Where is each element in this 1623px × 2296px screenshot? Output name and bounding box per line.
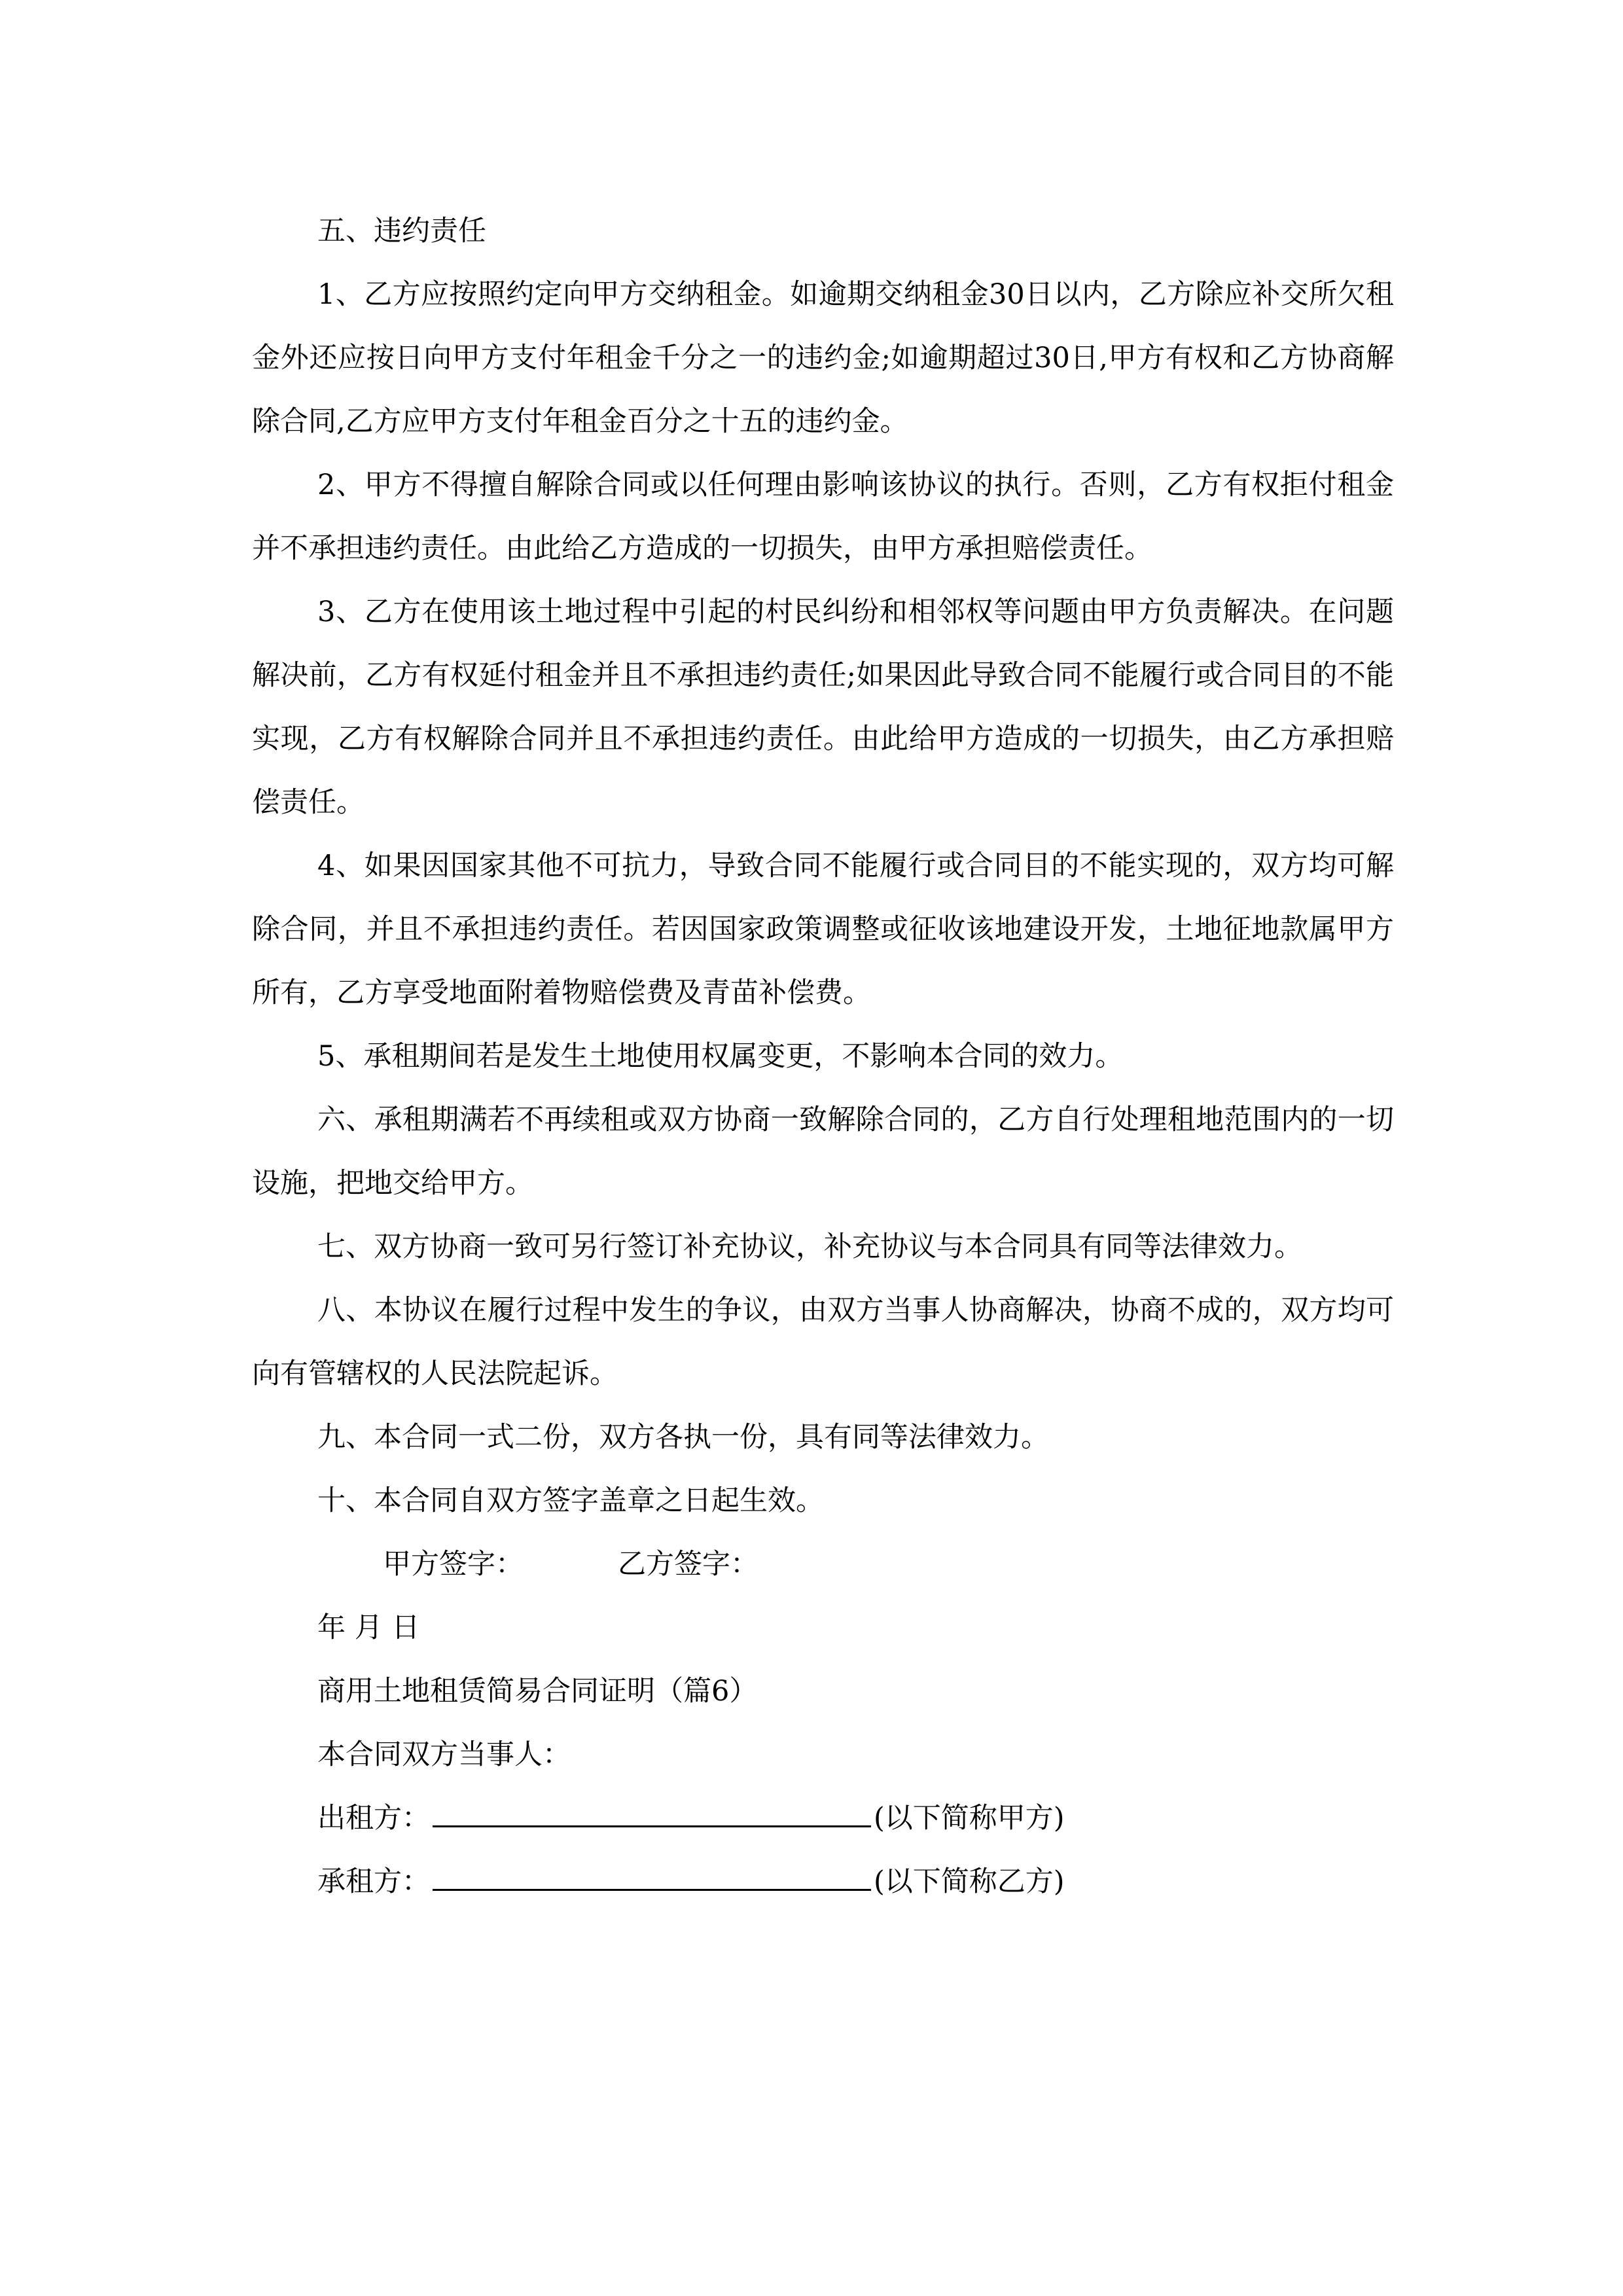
clause-paragraph: 七、双方协商一致可另行签订补充协议，补充协议与本合同具有同等法律效力。 — [317, 1230, 1302, 1263]
lessor-label: 出租方： — [317, 1802, 430, 1835]
party-a-signature-label: 甲方签字： — [383, 1548, 524, 1581]
clause-paragraph: 2、甲方不得擅自解除合同或以任何理由影响该协议的执行。否则，乙方有权拒付租金并不承担违约责任。由此给乙方造成的一切损失，由甲方承担赔偿责任。 — [252, 469, 1394, 565]
signature-line — [252, 1533, 1394, 1596]
clause-paragraph: 3、乙方在使用该土地过程中引起的村民纠纷和相邻权等问题由甲方负责解决。在问题解决前，乙方有权延付租金并且不承担违约责任;如果因此导致合同不能履行或合同目的不能实现，乙方有权解除合同并且不承担违约责任。由此给甲方造成的一切损失，由乙方承担赔偿责任。 — [252, 596, 1394, 819]
lessor-suffix: (以下简称甲方) — [874, 1802, 1065, 1835]
clause-paragraph: 九、本合同一式二份，双方各执一份，具有同等法律效力。 — [317, 1421, 1049, 1454]
section-heading-breach: 五、违约责任 — [317, 215, 486, 247]
lessee-blank-field[interactable] — [433, 1863, 871, 1891]
clause-paragraph: 5、承租期间若是发生土地使用权属变更，不影响本合同的效力。 — [317, 1040, 1124, 1073]
lessee-line — [252, 1850, 1394, 1914]
clause-paragraph: 4、如果因国家其他不可抗力，导致合同不能履行或合同目的不能实现的，双方均可解除合同，并且不承担违约责任。若因国家政策调整或征收该地建设开发，土地征地款属甲方所有，乙方享受地面附着物赔偿费及青苗补偿费。 — [252, 850, 1394, 1009]
lessee-suffix: (以下简称乙方) — [874, 1865, 1065, 1898]
lessee-label: 承租方： — [317, 1865, 430, 1898]
parties-intro: 本合同双方当事人： — [317, 1738, 571, 1771]
clause-paragraph: 六、承租期满若不再续租或双方协商一致解除合同的，乙方自行处理租地范围内的一切设施，把地交给甲方。 — [252, 1103, 1394, 1200]
next-contract-title: 商用土地租赁简易合同证明（篇6） — [317, 1675, 758, 1708]
date-line: 年 月 日 — [317, 1611, 420, 1644]
clause-paragraph: 1、乙方应按照约定向甲方交纳租金。如逾期交纳租金30日以内，乙方除应补交所欠租金外还应按日向甲方支付年租金千分之一的违约金;如逾期超过30日,甲方有权和乙方协商解除合同,乙方应甲方支付年租金百分之十五的违约金。 — [252, 278, 1394, 438]
document-page — [252, 200, 1394, 1914]
clause-paragraph: 十、本合同自双方签字盖章之日起生效。 — [317, 1484, 824, 1517]
lessor-line — [252, 1787, 1394, 1850]
party-b-signature-label: 乙方签字： — [618, 1548, 758, 1581]
clause-paragraph: 八、本协议在履行过程中发生的争议，由双方当事人协商解决，协商不成的，双方均可向有管辖权的人民法院起诉。 — [252, 1294, 1394, 1390]
lessor-blank-field[interactable] — [433, 1799, 871, 1827]
